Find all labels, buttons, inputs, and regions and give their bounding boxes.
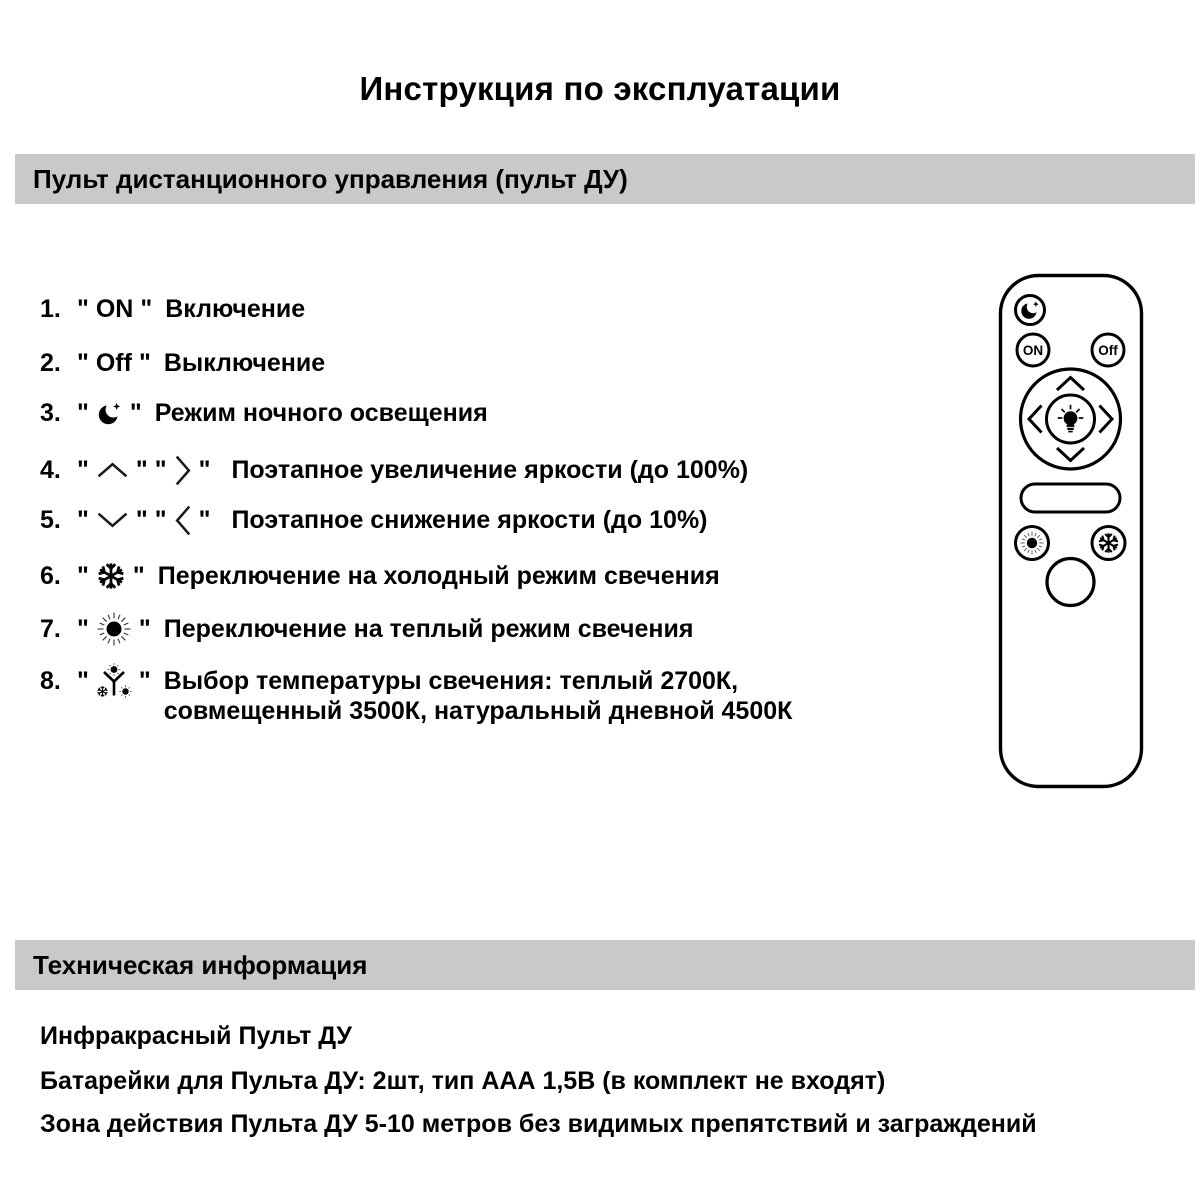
item-number: 5.	[40, 505, 61, 534]
remote-off-button	[1092, 334, 1124, 366]
section-header-tech-label: Техническая информация	[33, 949, 368, 980]
tech-info-line: Батарейки для Пульта ДУ: 2шт, тип ААА 1,5В (в комплект не входят)	[40, 1066, 886, 1095]
tech-info-line: Инфракрасный Пульт ДУ	[40, 1021, 352, 1050]
on-token: ON	[95, 294, 134, 323]
quote-mark: "	[77, 666, 89, 695]
quote-mark: "	[138, 666, 151, 695]
chevron-down-icon	[96, 511, 129, 529]
quote-mark: "	[154, 455, 167, 484]
item-label: Режим ночного освещения	[154, 398, 488, 427]
item-label: Переключение на теплый режим свечения	[163, 614, 694, 643]
remote-on-button	[1017, 334, 1049, 366]
list-item-night-mode	[40, 396, 488, 430]
chevron-up-icon	[96, 461, 129, 479]
quote-mark: "	[77, 561, 89, 590]
moon-star-icon	[96, 400, 123, 427]
section-header-remote	[15, 154, 1195, 204]
quote-mark: "	[135, 455, 148, 484]
item-number: 8.	[40, 666, 61, 695]
sun-icon	[96, 611, 132, 647]
remote-cold-mode-button	[1092, 527, 1125, 560]
quote-mark: "	[138, 614, 151, 643]
remote-pill-button	[1021, 484, 1120, 512]
quote-mark: "	[77, 505, 89, 534]
temperature-select-icon	[96, 663, 132, 699]
remote-illustration	[998, 273, 1144, 789]
quote-mark: "	[77, 348, 89, 377]
tech-info-line: Зона действия Пульта ДУ 5-10 метров без видимых препятствий и заграждений	[40, 1109, 1037, 1138]
item-number: 1.	[40, 294, 61, 323]
item-number: 2.	[40, 348, 61, 377]
svg-text:ON: ON	[1022, 343, 1044, 358]
list-item-warm-mode	[40, 612, 693, 646]
item-number: 6.	[40, 561, 61, 590]
remote-night-mode-button	[1016, 296, 1045, 325]
list-item-brightness-down	[40, 503, 708, 537]
chevron-left-icon	[174, 504, 192, 537]
item-label: Включение	[165, 294, 306, 323]
item-label-line2: совмещенный 3500К, натуральный дневной 4500К	[163, 697, 793, 725]
item-number: 4.	[40, 455, 61, 484]
chevron-right-icon	[174, 454, 192, 487]
list-item-off	[40, 346, 325, 380]
quote-mark: "	[135, 505, 148, 534]
item-label-line1: Выбор температуры свечения: теплый 2700К,	[163, 667, 739, 695]
item-number: 7.	[40, 614, 61, 643]
quote-mark: "	[198, 455, 211, 484]
quote-mark: "	[129, 398, 142, 427]
list-item-brightness-up	[40, 453, 748, 487]
quote-mark: "	[77, 455, 89, 484]
remote-warm-mode-button	[1016, 527, 1049, 560]
remote-directional-pad	[1021, 369, 1121, 469]
item-label: Поэтапное увеличение яркости (до 100%)	[231, 455, 749, 484]
item-label: Выключение	[163, 348, 326, 377]
item-label: Переключение на холодный режим свечения	[157, 561, 720, 590]
off-token: Off	[95, 348, 132, 377]
svg-text:Off: Off	[1098, 343, 1118, 358]
item-label	[164, 666, 793, 726]
page-title: Инструкция по эксплуатации	[359, 70, 841, 107]
snowflake-icon	[96, 561, 126, 591]
quote-mark: "	[140, 294, 153, 323]
quote-mark: "	[77, 398, 89, 427]
section-header-tech	[15, 940, 1195, 990]
quote-mark: "	[198, 505, 211, 534]
quote-mark: "	[154, 505, 167, 534]
list-item-temperature-select	[40, 666, 792, 726]
item-label: Поэтапное снижение яркости (до 10%)	[231, 505, 708, 534]
quote-mark: "	[132, 561, 145, 590]
list-item-cold-mode	[40, 559, 720, 593]
list-item-on	[40, 292, 305, 326]
remote-round-button	[1047, 559, 1094, 606]
section-header-remote-label: Пульт дистанционного управления (пульт ДУ)	[33, 163, 628, 194]
quote-mark: "	[77, 614, 89, 643]
quote-mark: "	[138, 348, 151, 377]
quote-mark: "	[77, 294, 89, 323]
item-number: 3.	[40, 398, 61, 427]
